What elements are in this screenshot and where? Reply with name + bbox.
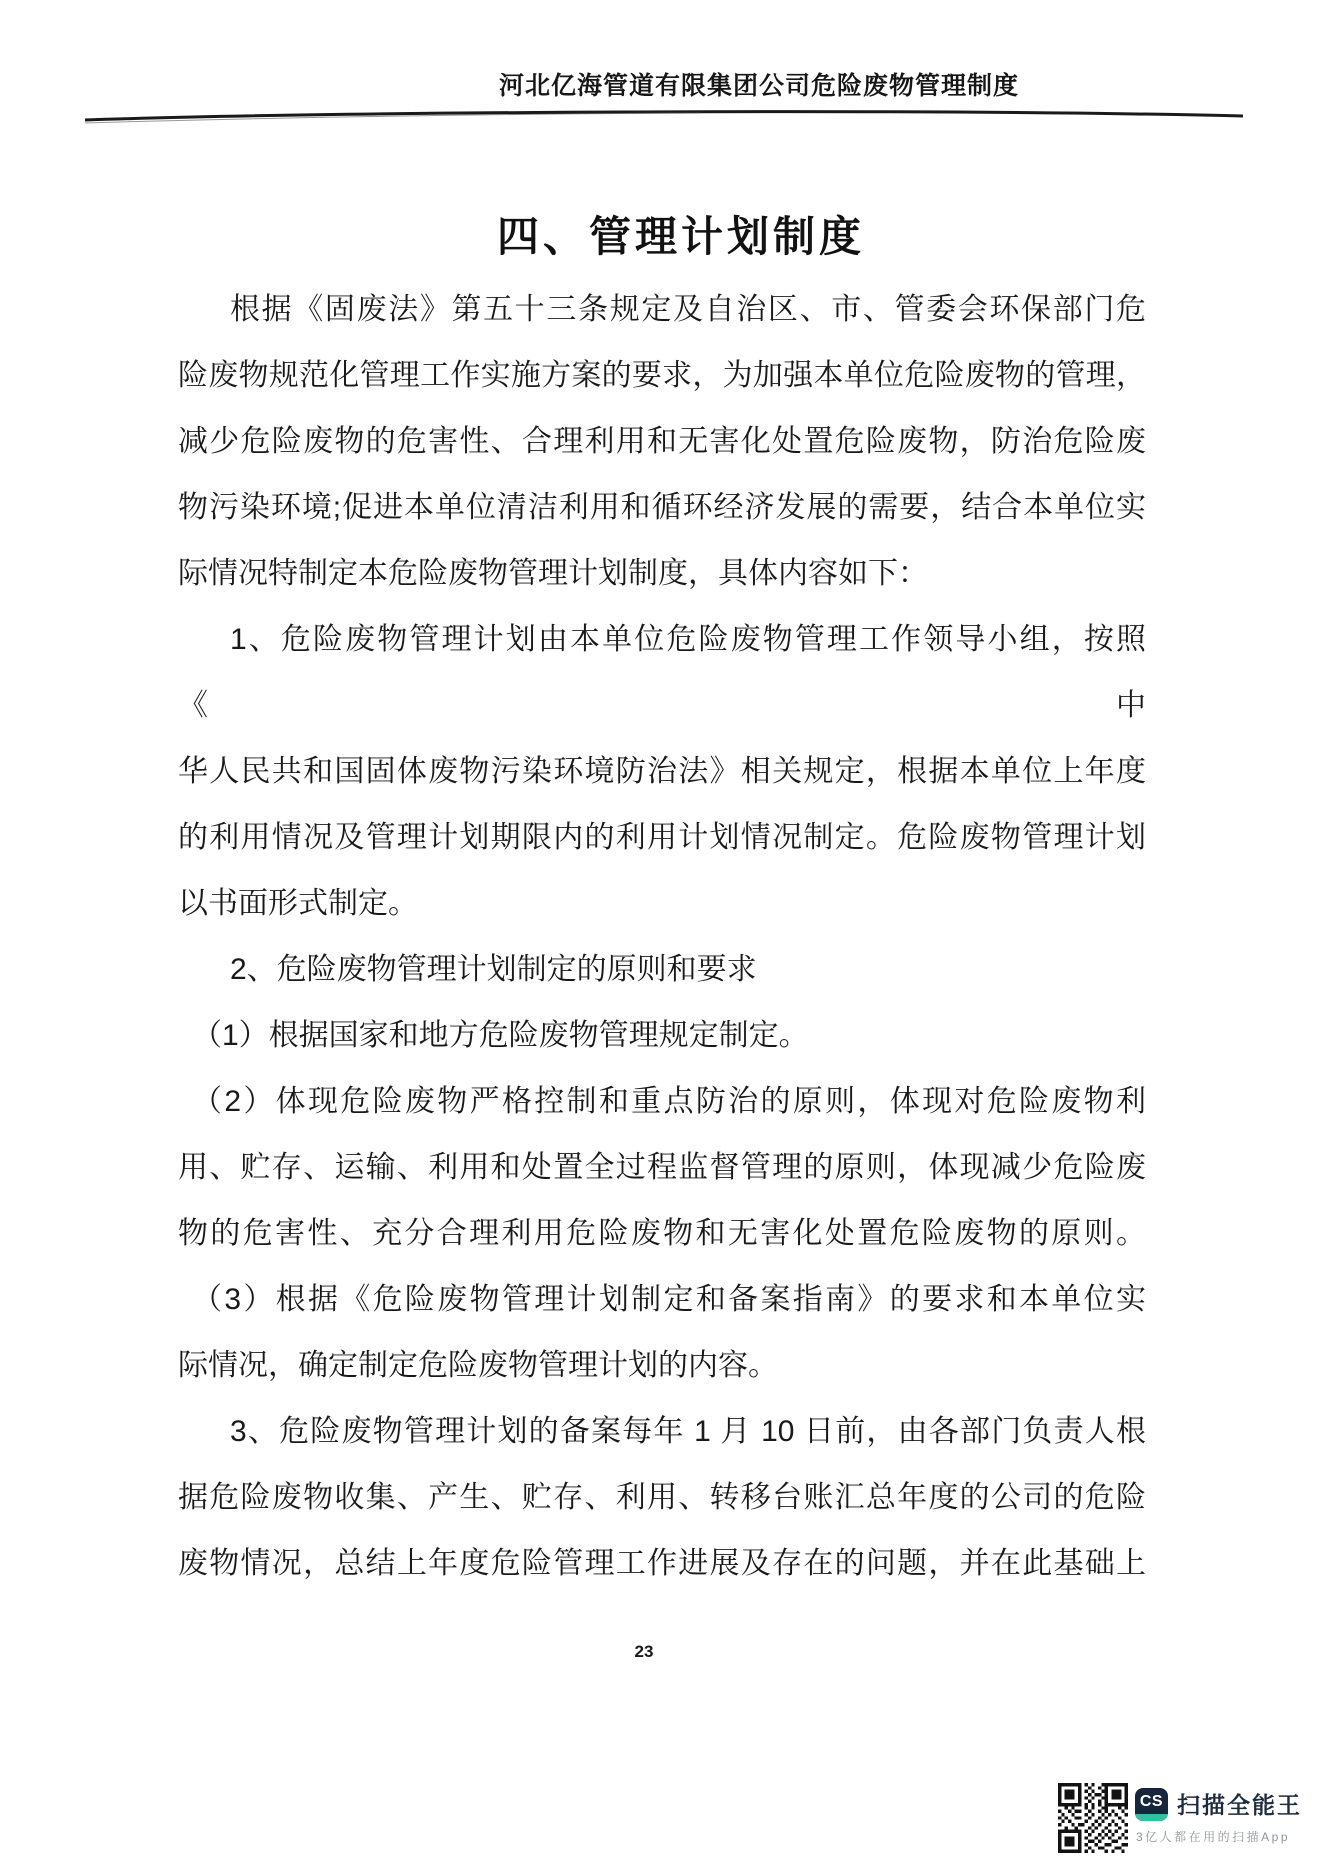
body-line: 险废物规范化管理工作实施方案的要求，为加强本单位危险废物的管理， [178,359,1146,392]
document-body [178,277,1146,1597]
body-line: （2）体现危险废物严格控制和重点防治的原则，体现对危险废物利 [192,1085,1146,1118]
body-line: （3）根据《危险废物管理计划制定和备案指南》的要求和本单位实 [192,1283,1146,1316]
header-rule [0,104,1322,130]
body-line: 减少危险废物的危害性、合理利用和无害化处置危险废物，防治危险废 [178,425,1146,458]
body-line: 以书面形式制定。 [178,887,418,920]
body-line: 的利用情况及管理计划期限内的利用计划情况制定。危险废物管理计划 [178,821,1146,854]
body-line: 3、危险废物管理计划的备案每年 1 月 10 日前，由各部门负责人根 [230,1415,1146,1448]
body-line: 用、贮存、运输、利用和处置全过程监督管理的原则，体现减少危险废 [178,1151,1146,1184]
camscanner-logo-teal-strip [1135,1814,1168,1821]
body-line: 废物情况，总结上年度危险管理工作进展及存在的问题，并在此基础上 [178,1547,1146,1580]
camscanner-tagline: 3亿人都在用的扫描App [1136,1830,1291,1844]
body-line: 际情况特制定本危险废物管理计划制度，具体内容如下： [178,557,928,590]
body-line: 根据《固废法》第五十三条规定及自治区、市、管委会环保部门危 [230,293,1146,326]
camscanner-logo-icon [1135,1788,1168,1821]
camscanner-qr-icon [1058,1783,1128,1853]
camscanner-brand-text: 扫描全能王 [1177,1792,1302,1818]
page-title: 四、管理计划制度 [496,213,865,260]
body-line: 华人民共和国固体废物污染环境防治法》相关规定，根据本单位上年度 [178,755,1146,788]
page-number: 23 [634,1642,654,1661]
body-line: （1）根据国家和地方危险废物管理规定制定。 [192,1019,809,1052]
header-title: 河北亿海管道有限集团公司危险废物管理制度 [498,72,1019,100]
body-line: 物污染环境;促进本单位清洁利用和循环经济发展的需要，结合本单位实 [178,491,1146,524]
body-line: 2、危险废物管理计划制定的原则和要求 [230,953,757,986]
body-line: 1、危险废物管理计划由本单位危险废物管理工作领导小组，按照《中 [178,623,1146,722]
body-line: 际情况，确定制定危险废物管理计划的内容。 [178,1349,778,1382]
camscanner-logo-letters: CS [1139,1793,1164,1810]
body-line: 据危险废物收集、产生、贮存、利用、转移台账汇总年度的公司的危险 [178,1481,1146,1514]
body-line: 物的危害性、充分合理利用危险废物和无害化处置危险废物的原则。 [178,1217,1146,1250]
